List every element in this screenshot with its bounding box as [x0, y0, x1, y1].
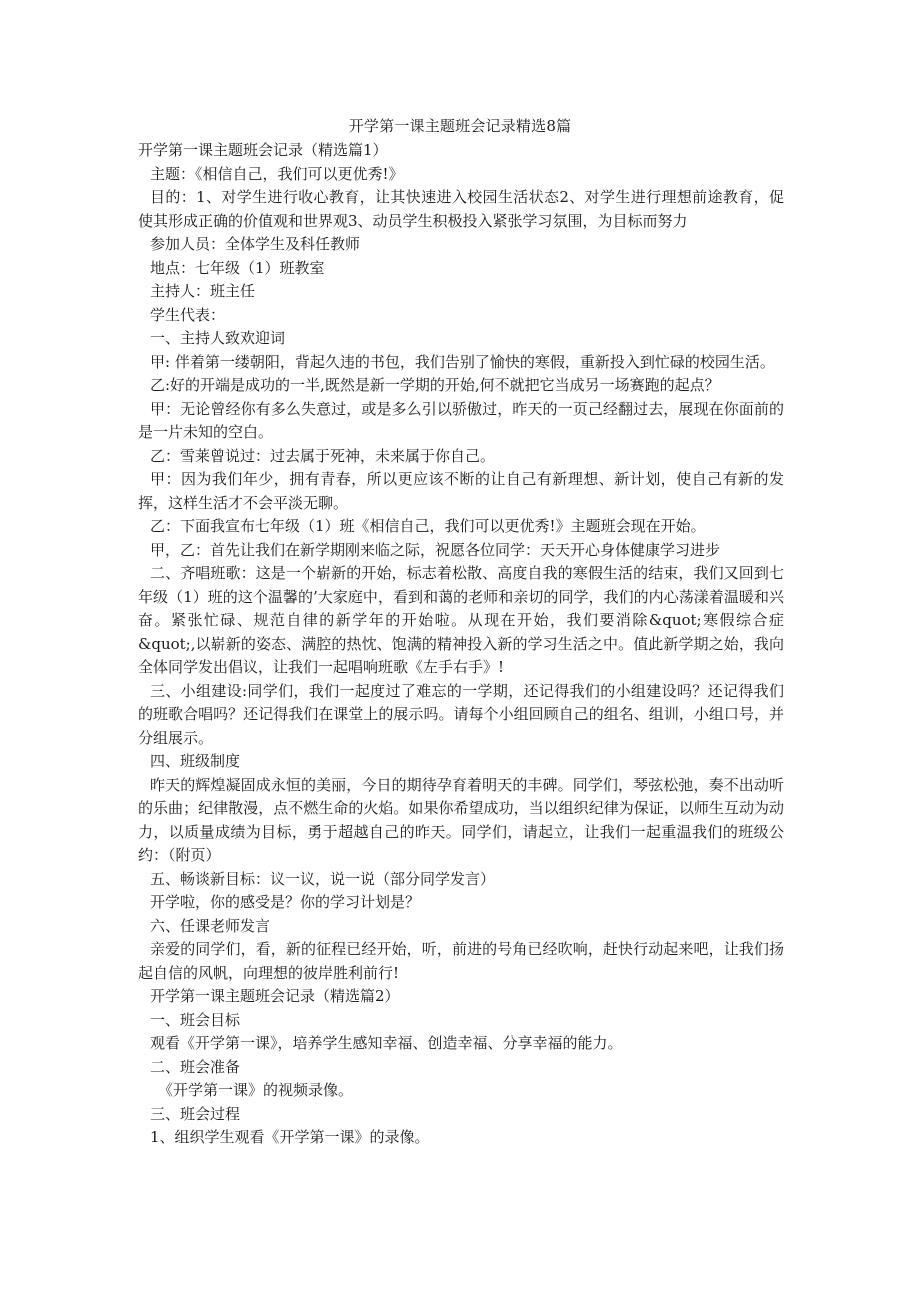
- paragraph: 一、主持人致欢迎词: [150, 329, 286, 347]
- paragraph: 开学啦，你的感受是？你的学习计划是？: [150, 893, 421, 911]
- paragraph: 1、组织学生观看《开学第一课》的录像。: [150, 1128, 430, 1146]
- paragraph: 甲: 伴着第一缕朝阳，背起久违的书包，我们告别了愉快的寒假，重新投入到忙碌的校园生活。: [150, 352, 775, 371]
- paragraph: 学生代表：: [150, 305, 226, 324]
- paragraph: 参加人员：全体学生及科任教师: [150, 235, 361, 253]
- paragraph: 《开学第一课》的视频录像。: [158, 1081, 354, 1099]
- paragraph: 主题：《相信自己，我们可以更优秀!》: [150, 164, 404, 183]
- paragraph: 五、畅谈新目标：议一议，说一说（部分同学发言）: [150, 869, 496, 888]
- document-body: [138, 139, 784, 1150]
- paragraph: 甲：因为我们年少，拥有青春，所以更应该不断的让自己有新理想、新计划，使自己有新的发挥，这样生活才不会平淡无聊。: [138, 470, 784, 512]
- paragraph: 二、班会准备: [150, 1057, 241, 1076]
- paragraph: 一、班会目标: [150, 1010, 241, 1029]
- paragraph: 甲，乙：首先让我们在新学期刚来临之际，祝愿各位同学：天天开心身体健康学习进步: [150, 540, 721, 559]
- paragraph: 昨天的辉煌凝固成永恒的美丽，今日的期待孕育着明天的丰碑。同学们，琴弦松弛，奏不出动听的乐曲；纪律散漫，点不燃生命的火焰。如果你希望成功，当以组织纪律为保证，以师生互动为动力，以质量成绩为目标，勇于超越自己的昨天。同学们，请起立，让我们一起重温我们的班级公约：（附页）: [138, 775, 784, 864]
- paragraph: 观看《开学第一课》，培养学生感知幸福、创造幸福、分享幸福的能力。: [150, 1034, 623, 1052]
- paragraph: 目的：1、对学生进行收心教育，让其快速进入校园生活状态2、对学生进行理想前途教育，促使其形成正确的价值观和世界观3、动员学生积极投入紧张学习氛围，为目标而努力: [138, 188, 784, 230]
- paragraph: 六、任课老师发言: [150, 916, 271, 935]
- paragraph: 二、齐唱班歌：这是一个崭新的开始，标志着松散、高度自我的寒假生活的结束，我们又回到七年级（1）班的这个温馨的’大家庭中，看到和蔼的老师和亲切的同学，我们的内心荡漾着温暖和兴奋。紧张忙碌、规范自律的新学年的开始啦。从现在开始，我们要消除&quot;寒假综合症&quot;,以崭新的姿态、满腔的热忱、饱满的精神投入新的学习生活之中。值此新学期之始，我向全体同学发出倡议，让我们一起唱响班歌《左手右手》!: [138, 564, 784, 676]
- paragraph: 甲：无论曾经你有多么失意过，或是多么引以骄傲过，昨天的一页己经翻过去，展现在你面前的是一片未知的空白。: [138, 399, 784, 441]
- paragraph: 三、小组建设:同学们，我们一起度过了难忘的一学期，还记得我们的小组建设吗？还记得我们的班歌合唱吗？还记得我们在课堂上的展示吗。请每个小组回顾自己的组名、组训，小组口号，并分组展示。: [138, 681, 784, 747]
- paragraph: 开学第一课主题班会记录（精选篇1）: [138, 141, 388, 159]
- paragraph: 三、班会过程: [150, 1104, 241, 1123]
- paragraph: 乙:好的开端是成功的一半,既然是新一学期的开始,何不就把它当成另一场赛跑的起点？: [150, 376, 720, 394]
- paragraph: 乙：下面我宣布七年级（1）班《相信自己，我们可以更优秀!》主题班会现在开始。: [150, 517, 706, 535]
- paragraph: 地点：七年级（1）班教室: [150, 258, 325, 277]
- paragraph: 主持人：班主任: [150, 282, 256, 300]
- paragraph: 开学第一课主题班会记录（精选篇2）: [150, 987, 400, 1005]
- document-title: 开学第一课主题班会记录精选8篇: [348, 117, 572, 135]
- paragraph: 亲爱的同学们，看，新的征程已经开始，听，前进的号角已经吹响，赶快行动起来吧，让我们扬起自信的风帆，向理想的彼岸胜利前行!: [138, 940, 784, 982]
- paragraph: 乙：雪莱曾说过：过去属于死神，未来属于你自己。: [150, 446, 496, 465]
- paragraph: 四、班级制度: [150, 752, 241, 770]
